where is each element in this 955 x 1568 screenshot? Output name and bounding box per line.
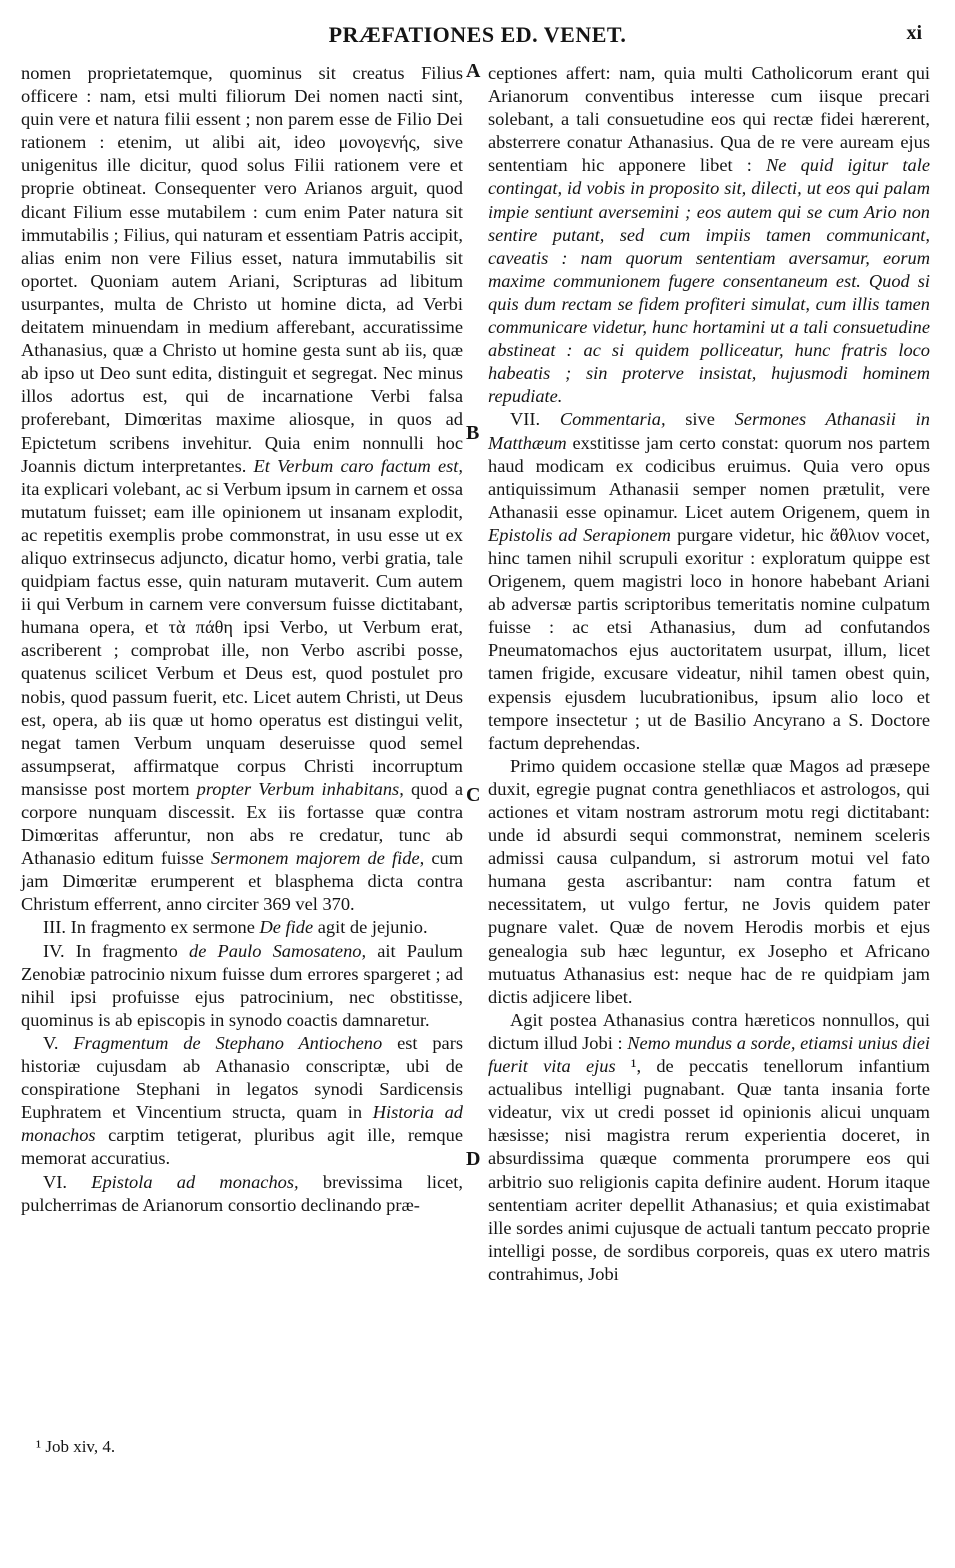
paragraph: ceptiones affert: nam, quia multi Catholicorum erant qui Arianorum conventibus interesse cum iisque precari solebant, a tali consuetudine eos qui rectæ fidei hærerent, absterrere conatur Athanasius. Qua de re vere auream ejus sententiam hic apponere libet : Ne quid igitur tale contingat, id vobis in proposito sit, dilecti, ut eos qui palam impie sentiunt aversemini ; eos autem qui se cum Ario non sentire putant, sed cum impiis tamen communicant, caveatis : nam quorum sententiam aversamur, eorum maxime communionem fugere consentaneum est. Quod si quis dum rectam se fidem profiteri simulat, cum illis tamen communicare videtur, hunc hortamini ut a tali consuetudine abstineat : ac si quidem polliceatur, hunc fratris loco habeatis ; sin proterve insistat, hujusmodi hominem repudiate. — [488, 63, 930, 407]
paragraph: III. In fragmento ex sermone De fide agit de jejunio. — [43, 917, 428, 938]
page-number: xi — [906, 22, 922, 44]
right-column — [488, 62, 930, 1286]
margin-letter-d: D — [466, 1148, 481, 1170]
running-title: PRÆFATIONES ED. VENET. — [328, 22, 627, 47]
margin-letter-b: B — [466, 422, 480, 444]
paragraph: V. Fragmentum de Stephano Antiocheno est pars historiæ cujusdam ab Athanasio conscriptæ, ubi de conspiratione Stephani in legatos synodi Sardicensis Euphratem et Vincentium structa, quam in Historia ad monachos carptim tetigerat, pluribus agit ille, remque memorat accuratius. — [21, 1032, 463, 1169]
paragraph: Agit postea Athanasius contra hæreticos nonnullos, qui dictum illud Jobi : Nemo mundus a sorde, etiamsi unius diei fuerit vita ejus ¹, de peccatis tenellorum infantium actualibus intelligi pugnabant. Quæ tanta insania forte videatur, vix ut credi posset id opinionis alicui unquam hæsisse; nisi magistra rerum experientia doceret, in absurdissima quæque commenta prorumpere eos qui arbitrio suo religionis capita definire audent. Horum itaque sententiam acriter depellit Athanasius; et quia existimabat ille sordes animi cujusque de actuali tantum peccato proprie intelligi posse, de sordibus corporeis, quas ex utero matris contrahimus, Jobi — [488, 1009, 930, 1284]
paragraph: nomen proprietatemque, quominus sit creatus Filius officere : nam, etsi multi filiorum Dei nomen nacti sint, quin vere et natura filii essent ; non parem esse de Filio Dei rationem : etenim, ut alibi ait, ideo μονογενής, sive unigenitus ille dicitur, quod solus Filii rationem vere et proprie obtineat. Consequenter vero Arianos arguit, quod dicant Filium esse mutabilem : cum enim Pater natura sit immutabilis ; Filius, qui naturam et essentiam Patris accipit, alias enim non vere Filius esset, natura immutabilis sit oportet. Quoniam autem Ariani, Scripturas ad libitum usurpantes, multa de Christo ut homine dicta, ad Verbi deitatem minuendam in medium afferebant, accuratissime Athanasius, quæ a Christo ut homine gesta sunt ab iis, quæ ab ipso ut Deo sunt edita, distinguit et segregat. Nec minus illos adortus est, qui de incarnatione Verbi falsa proferebant, Dimœritas maxime aliosque, in quos ad Epictetum scribens invehitur. Quia enim nonnulli hoc Joannis dictum interpretantes. Et Verbum caro factum est, ita explicari volebant, ac si Verbum ipsum in carnem et ossa mutatum fuisset; eam ille opinionem ut insanam explodit, ac repetitis exemplis probe commonstrat, in usu esse ut ex aliquo extrinsecus adjuncto, dicatur homo, verbi gratia, tale quidpiam factus esse, quin naturam mutaverit. Cum autem ii qui Verbum in carnem vere conversum fuisse dictitabant, humana opera, et τὰ πάθη ipsi Verbo, ut Verbum erat, ascriberent ; comprobat ille, non Verbo ascribi posse, quatenus scilicet Verbum et Deus est, quod postulet pro nobis, quod passum fuerit, etc. Licet autem Christi, ut Deus est, opera, ab iis quæ ut homo operatus est distingui velit, negat tamen Verbum unquam deseruisse quod semel assumpserat, affirmatque corpus Christi incorruptum mansisse post mortem propter Verbum inhabitans, quod a corpore nunquam discessit. Ex iis fortasse quæ contra Dimœritas afferuntur, non abs re credatur, tunc ab Athanasio editum fuisse Sermonem majorem de fide, cum jam Dimœritæ erumperent et blasphema dicta contra Christum efferrent, anno circiter 369 vel 370. — [21, 63, 464, 915]
paragraph: IV. In fragmento de Paulo Samosateno, ait Paulum Zenobiæ patrocinio nixum fuisse dum errores spargeret ; ad nihil ipsi profuisse ejus patrocinium, nec obstitisse, quominus is ab episcopis in synodo coactis damnaretur. — [21, 940, 463, 1030]
margin-letter-c: C — [466, 784, 481, 806]
paragraph: VII. Commentaria, sive Sermones Athanasii in Matthæum exstitisse jam certo constat: quorum nos partem haud modicam ex codicibus eruimus. Quia vero opus antiquissimum Athanasii semper nomen prætulit, vere Athanasii esse opinamur. Licet autem Origenem, quem in Epistolis ad Serapionem purgare videtur, hic ἄθλιον vocet, hinc tamen nihil scrupuli exoritur : exploratum quippe est Origenem, quem magistri loco in honore habebant Ariani ab adversæ partis scriptoribus temeritatis nomine culpatum fuisse : ac etsi Athanasius, dum ad confutandos Pneumatomachos ejus auctoritatem usurpat, illum, licet tamen frigide, excusare videatur, nihil tamen obest quin, expensis ejusdem lucubrationibus, ipsum alio loco et tempore insectetur ; ut de Basilio Ancyrano a S. Doctore factum deprehendas. — [488, 409, 930, 753]
footnote: ¹ Job xiv, 4. — [36, 1437, 116, 1456]
left-column — [21, 62, 463, 1217]
paragraph: Primo quidem occasione stellæ quæ Magos ad præsepe duxit, egregie pugnat contra genethliacos et astrologos, qui actiones et vitam nostram astrorum motu regi dictitabant: unde id absurdi sequi commonstrat, neminem sceleris admissi causa culpandum, si astrorum motui vel fato humana gesta ascribantur: nam contra fatum et necessitatem, ut vulgo fertur, ne Jovis quidem pater pugnare valet. Quæ de novem Herodis morbis et ejus genealogia sub hæc leguntur, ex Josepho et Africano mutuatus Athanasius est: neque hac de re quidpiam jam dictis adjicere libet. — [488, 755, 930, 1007]
paragraph: VI. Epistola ad monachos, brevissima licet, pulcherrimas de Arianorum consortio declinando præ- — [21, 1171, 463, 1215]
margin-letter-a: A — [466, 60, 481, 82]
